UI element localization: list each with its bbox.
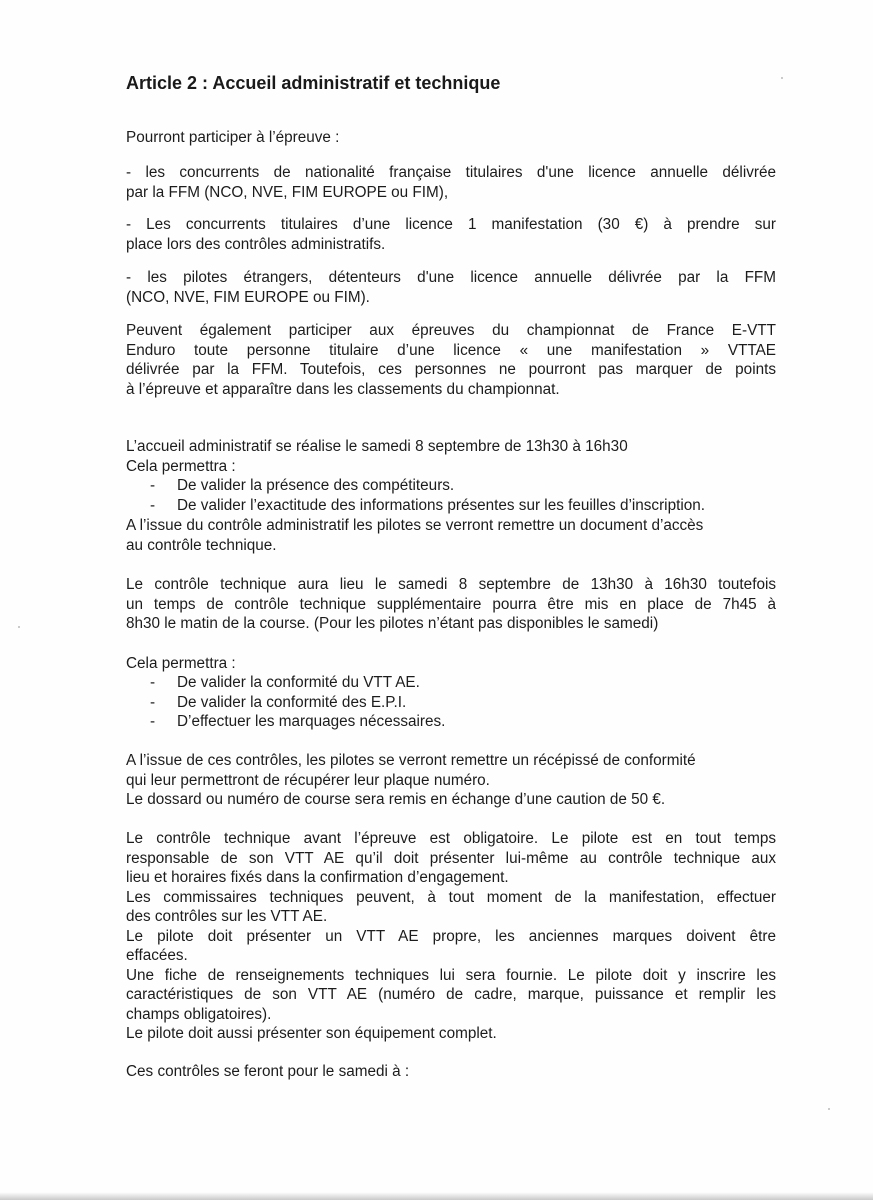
mandatory-line-3: lieu et horaires fixés dans la confirmation d’engagement. (126, 869, 509, 886)
intro-text: Pourront participer à l’épreuve : (126, 129, 340, 146)
admin-after-line-1: A l’issue du contrôle administratif les pilotes se verront remettre un document d’accès (126, 517, 704, 534)
mandatory-line-1: Le contrôle technique avant l’épreuve est obligatoire. Le pilote est en tout temps (126, 830, 776, 847)
technical-allows: Cela permettra : (126, 655, 236, 672)
technical-line-3: 8h30 le matin de la course. (Pour les pilotes n’étant pas disponibles le samedi) (126, 615, 659, 632)
mandatory-paragraph (126, 829, 776, 1044)
scan-speck (781, 77, 783, 79)
admin-line-1: L’accueil administratif se réalise le samedi 8 septembre de 13h30 à 16h30 (126, 438, 628, 455)
list-item: - De valider la conformité des E.P.I. (150, 693, 407, 711)
mandatory-line-8: Une fiche de renseignements techniques lui sera fournie. Le pilote doit y inscrire les (126, 966, 776, 984)
list-item: - De valider l’exactitude des informations présentes sur les feuilles d’inscription. (150, 496, 705, 514)
list-item: - D’effectuer les marquages nécessaires. (150, 713, 446, 730)
technical-line-1: Le contrôle technique aura lieu le samedi 8 septembre de 13h30 à 16h30 toutefois (126, 576, 776, 593)
championship-paragraph (126, 321, 776, 399)
technical-list (126, 673, 786, 732)
scan-edge (0, 1192, 873, 1200)
list-item: - De valider la conformité du VTT AE. (150, 674, 420, 691)
championship-line-4: à l’épreuve et apparaître dans les classements du championnat. (126, 380, 560, 398)
mandatory-line-5: des contrôles sur les VTT AE. (126, 908, 328, 925)
after-controls-line-2: qui leur permettront de récupérer leur plaque numéro. (126, 771, 490, 789)
championship-line-1: Peuvent également participer aux épreuves du championnat de France E-VTT (126, 322, 776, 339)
participant-1-line-1: - les concurrents de nationalité française titulaires d'une licence annuelle délivrée (126, 164, 776, 181)
participant-2-line-2: place lors des contrôles administratifs. (126, 235, 386, 253)
admin-list (126, 476, 786, 515)
admin-after-paragraph (126, 516, 776, 555)
closing-line: Ces contrôles se feront pour le samedi à : (126, 1063, 410, 1080)
technical-line-2: un temps de contrôle technique supplémentaire pourra être mis en place de 7h45 à (126, 595, 776, 613)
participant-3-line-2: (NCO, NVE, FIM EUROPE ou FIM). (126, 288, 370, 306)
championship-line-3: délivrée par la FFM. Toutefois, ces personnes ne pourront pas marquer de points (126, 361, 776, 378)
scan-speck (828, 1108, 830, 1110)
scan-speck (18, 626, 20, 628)
championship-line-2: Enduro toute personne titulaire d’une licence « une manifestation » VTTAE (126, 341, 776, 359)
after-controls-line-3: Le dossard ou numéro de course sera remis en échange d’une caution de 50 €. (126, 791, 666, 808)
admin-after-line-2: au contrôle technique. (126, 536, 277, 554)
article-heading: Article 2 : Accueil administratif et technique (126, 73, 501, 93)
after-controls-line-1: A l’issue de ces contrôles, les pilotes se verront remettre un récépissé de conformité (126, 752, 696, 769)
technical-paragraph (126, 575, 776, 634)
admin-line-2: Cela permettra : (126, 457, 236, 475)
participant-item-3 (126, 268, 776, 307)
after-controls-paragraph (126, 751, 776, 810)
mandatory-line-4: Les commissaires techniques peuvent, à tout moment de la manifestation, effectuer (126, 888, 776, 906)
mandatory-line-10: champs obligatoires). (126, 1005, 272, 1023)
mandatory-line-11: Le pilote doit aussi présenter son équipement complet. (126, 1025, 497, 1042)
participant-item-1 (126, 163, 776, 202)
mandatory-line-2: responsable de son VTT AE qu’il doit présenter lui-même au contrôle technique aux (126, 849, 776, 867)
participant-1-line-2: par la FFM (NCO, NVE, FIM EUROPE ou FIM), (126, 183, 449, 201)
participant-2-line-1: - Les concurrents titulaires d’une licence 1 manifestation (30 €) à prendre sur (126, 216, 776, 233)
admin-paragraph (126, 437, 776, 476)
participant-item-2 (126, 215, 776, 254)
list-item: - De valider la présence des compétiteurs. (150, 477, 455, 494)
mandatory-line-7: effacées. (126, 947, 188, 964)
mandatory-line-6: Le pilote doit présenter un VTT AE propre, les anciennes marques doivent être (126, 927, 776, 945)
participant-3-line-1: - les pilotes étrangers, détenteurs d'une licence annuelle délivrée par la FFM (126, 269, 776, 286)
mandatory-line-9: caractéristiques de son VTT AE (numéro de cadre, marque, puissance et remplir les (126, 986, 776, 1003)
